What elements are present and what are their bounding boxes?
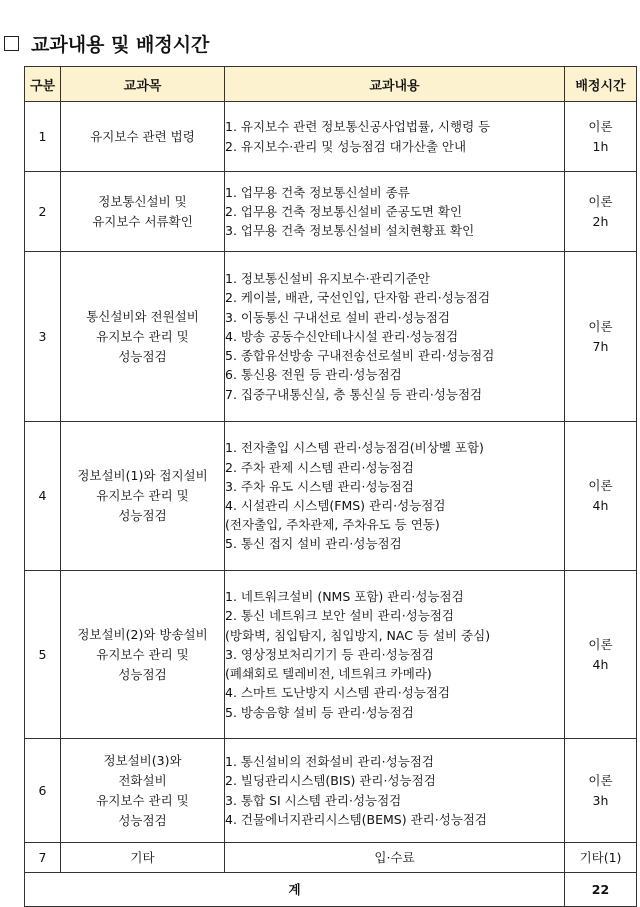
row-subject: [61, 422, 225, 571]
row-hours: [565, 252, 637, 422]
header-subject: 교과목: [61, 67, 225, 102]
table-row: [25, 571, 637, 739]
content-line: 3. 이동통신 구내선로 설비 관리·성능점검: [225, 309, 450, 325]
subject-line: 성능점검: [118, 666, 167, 682]
content-line: (전자출입, 주차관제, 주차유도 등 연동): [225, 517, 440, 533]
hours-type: 이론: [588, 118, 613, 134]
hours-value: 7h: [592, 338, 609, 354]
row-hours: [565, 172, 637, 252]
row-content: [225, 571, 565, 739]
content-line: 1. 업무용 건축 정보통신설비 종류: [225, 184, 410, 200]
content-line: 입·수료: [374, 849, 415, 865]
subject-line: 유지보수 관리 및: [96, 792, 189, 808]
subject-line: 전화설비: [118, 772, 167, 788]
row-subject: [61, 102, 225, 172]
content-line: 4. 스마트 도난방지 시스템 관리·성능점검: [225, 685, 450, 701]
content-line: 4. 건물에너지관리시스템(BEMS) 관리·성능점검: [225, 811, 487, 827]
content-line: 4. 시설관리 시스템(FMS) 관리·성능점검: [225, 498, 446, 513]
table-row: [25, 172, 637, 252]
content-line: 2. 업무용 건축 정보통신설비 준공도면 확인: [225, 203, 463, 219]
header-hours: 배정시간: [565, 67, 637, 102]
section-title: [4, 28, 209, 58]
row-number: 5: [25, 571, 61, 739]
row-content: [225, 843, 565, 873]
subject-line: 유지보수 서류확인: [92, 213, 193, 229]
content-line: 5. 종합유선방송 구내전송선로설비 관리·성능점검: [225, 348, 495, 364]
row-hours: [565, 102, 637, 172]
hours-type: 이론: [588, 772, 613, 788]
content-line: 6. 통신용 전원 등 관리·성능점검: [225, 367, 402, 383]
content-line: 4. 방송 공동수신안테나시설 관리·성능점검: [225, 328, 459, 344]
checkbox-square-icon: [4, 36, 19, 51]
hours-type: 이론: [588, 193, 613, 209]
subject-line: 성능점검: [118, 812, 167, 828]
row-hours: [565, 739, 637, 843]
total-label: 계: [25, 873, 565, 907]
content-line: 1. 통신설비의 전화설비 관리·성능점검: [225, 754, 434, 770]
row-hours: [565, 422, 637, 571]
content-line: 3. 영상정보처리기기 등 관리·성능점검: [225, 646, 434, 662]
subject-line: 성능점검: [118, 508, 167, 523]
row-hours: [565, 571, 637, 739]
content-line: 1. 유지보수 관련 정보통신공사업법률, 시행령 등: [225, 119, 491, 135]
table-row: [25, 422, 637, 571]
row-content: [225, 739, 565, 843]
hours-value: 1h: [592, 138, 609, 154]
subject-line: 유지보수 관련 법령: [90, 128, 195, 144]
row-number: 2: [25, 172, 61, 252]
content-line: 5. 통신 접지 설비 관리·성능점검: [225, 536, 402, 552]
row-number: 3: [25, 252, 61, 422]
curriculum-table: [24, 66, 637, 907]
header-category: 구분: [25, 67, 61, 102]
content-line: 2. 주차 관제 시스템 관리·성능점검: [225, 459, 414, 475]
row-number: 4: [25, 422, 61, 571]
hours-type: 이론: [588, 636, 613, 652]
row-subject: [61, 172, 225, 252]
table-header-row: [25, 67, 637, 102]
subject-line: 정보설비(1)와 접지설비: [77, 468, 208, 483]
content-line: 7. 집중구내통신실, 층 통신실 등 관리·성능점검: [225, 386, 483, 402]
subject-line: 정보설비(3)와: [103, 752, 182, 768]
total-value: 22: [565, 873, 637, 907]
row-subject: [61, 571, 225, 739]
header-content: 교과내용: [225, 67, 565, 102]
hours-type: 이론: [588, 478, 613, 493]
content-line: 3. 업무용 건축 정보통신설비 설치현황표 확인: [225, 223, 475, 239]
hours-value: 4h: [592, 656, 609, 672]
row-number: 6: [25, 739, 61, 843]
subject-line: 기타: [130, 849, 155, 865]
table-row: [25, 252, 637, 422]
section-title-text: 교과내용 및 배정시간: [31, 33, 210, 56]
row-number: 1: [25, 102, 61, 172]
content-line: (폐쇄회로 텔레비전, 네트워크 카메라): [225, 666, 432, 682]
subject-line: 유지보수 관리 및: [96, 646, 189, 662]
subject-line: 통신설비와 전원설비: [86, 308, 199, 324]
table-row: [25, 739, 637, 843]
hours-value: 4h: [592, 498, 609, 513]
content-line: 1. 전자출입 시스템 관리·성능점검(비상벨 포함): [225, 440, 484, 456]
content-line: 2. 통신 네트워크 보안 설비 관리·성능점검: [225, 608, 454, 624]
content-line: 1. 네트워크설비 (NMS 포함) 관리·성능점검: [225, 589, 464, 605]
row-subject: [61, 739, 225, 843]
content-line: 5. 방송음향 설비 등 관리·성능점검: [225, 704, 414, 720]
row-content: [225, 252, 565, 422]
content-line: 3. 주차 유도 시스템 관리·성능점검: [225, 478, 414, 494]
hours-type: 이론: [588, 318, 613, 334]
row-subject: [61, 252, 225, 422]
content-line: 1. 정보통신설비 유지보수·관리기준안: [225, 271, 430, 287]
content-line: 2. 케이블, 배관, 국선인입, 단자함 관리·성능점검: [225, 290, 491, 306]
subject-line: 정보통신설비 및: [98, 193, 187, 209]
row-content: [225, 102, 565, 172]
hours-value: 3h: [592, 792, 609, 808]
row-hours: [565, 843, 637, 873]
content-line: 2. 유지보수·관리 및 성능점검 대가산출 안내: [225, 138, 467, 154]
table-row: [25, 843, 637, 873]
content-line: (방화벽, 침입탐지, 침입방지, NAC 등 설비 중심): [225, 627, 491, 643]
subject-line: 유지보수 관리 및: [96, 328, 189, 344]
hours-value: 2h: [592, 213, 609, 229]
subject-line: 정보설비(2)와 방송설비: [77, 626, 208, 642]
hours-type: 기타(1): [579, 849, 622, 865]
content-line: 3. 통합 SI 시스템 관리·성능점검: [225, 792, 402, 808]
subject-line: 성능점검: [118, 348, 167, 364]
subject-line: 유지보수 관리 및: [96, 488, 189, 503]
row-content: [225, 172, 565, 252]
content-line: 2. 빌딩관리시스템(BIS) 관리·성능점검: [225, 773, 436, 789]
row-content: [225, 422, 565, 571]
row-subject: [61, 843, 225, 873]
table-row: [25, 102, 637, 172]
row-number: 7: [25, 843, 61, 873]
